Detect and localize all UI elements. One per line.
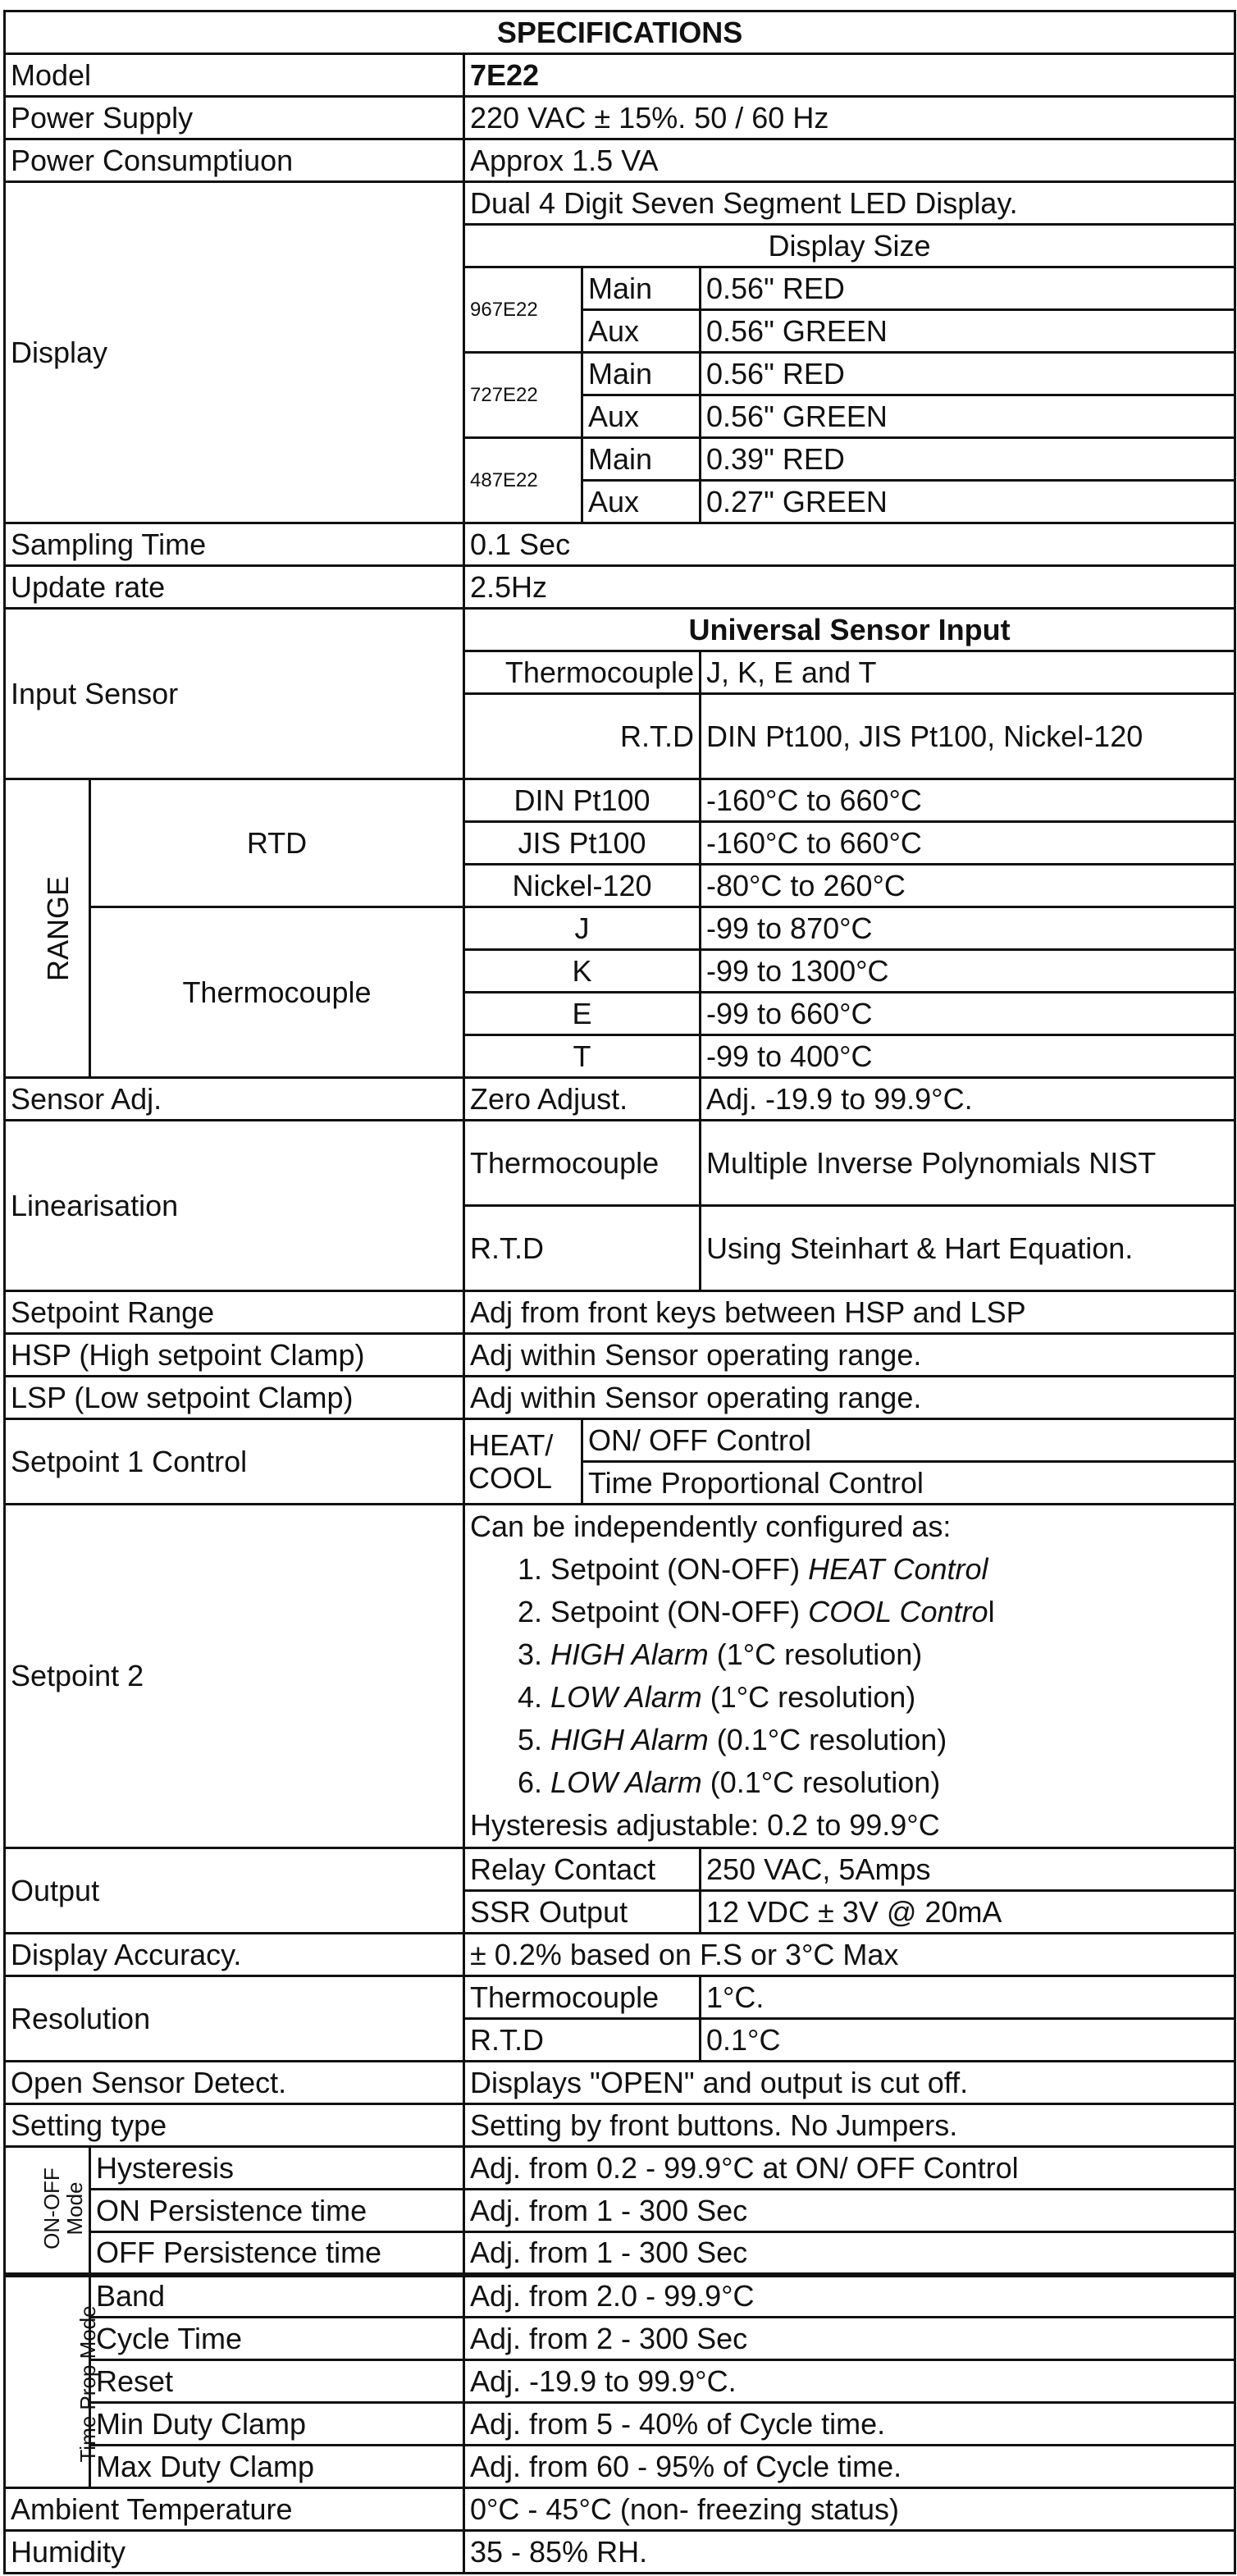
setpoint2-option: 4. LOW Alarm (1°C resolution) (518, 1680, 916, 1714)
resolution-thermocouple-label: Thermocouple (464, 1976, 701, 2019)
display-description: Dual 4 Digit Seven Segment LED Display. (464, 182, 1235, 225)
table-row (5, 54, 1235, 97)
range-rtd-label: RTD (90, 779, 464, 907)
onoff-param-label: Hysteresis (90, 2147, 464, 2190)
display-model-name: 967E22 (464, 267, 582, 353)
range-sensor: E (464, 993, 701, 1035)
range-sensor: T (464, 1035, 701, 1078)
timeprop-param-label: Cycle Time (90, 2318, 464, 2360)
output-label: Output (5, 1848, 464, 1934)
setpoint2-option: 2. Setpoint (ON-OFF) COOL Control (518, 1595, 995, 1628)
table-row (5, 1377, 1235, 1419)
power-consumption-label: Power Consumptiuon (5, 139, 464, 182)
table-row (5, 1976, 1235, 2019)
display-aux-label: Aux (582, 481, 701, 523)
sampling-time-label: Sampling Time (5, 523, 464, 566)
timeprop-param-label: Min Duty Clamp (90, 2403, 464, 2446)
table-row (5, 1848, 1235, 1891)
setpoint1-label: Setpoint 1 Control (5, 1419, 464, 1505)
range-value: -160°C to 660°C (701, 779, 1235, 822)
range-value: -99 to 660°C (701, 993, 1235, 1035)
setting-type-value: Setting by front buttons. No Jumpers. (464, 2104, 1235, 2147)
display-main-label: Main (582, 438, 701, 481)
table-row (5, 2446, 1235, 2488)
resolution-label: Resolution (5, 1976, 464, 2062)
table-row (5, 907, 1235, 950)
display-label: Display (5, 182, 464, 523)
range-value: -160°C to 660°C (701, 822, 1235, 865)
display-aux-label: Aux (582, 395, 701, 438)
input-sensor-label: Input Sensor (5, 609, 464, 779)
humidity-value: 35 - 85% RH. (464, 2531, 1235, 2574)
display-aux-value: 0.56" GREEN (701, 395, 1235, 438)
table-row (5, 1121, 1235, 1206)
table-row (5, 566, 1235, 609)
table-row (5, 2488, 1235, 2531)
range-sensor: J (464, 907, 701, 950)
input-thermocouple-label: Thermocouple (464, 651, 701, 694)
table-row (5, 1291, 1235, 1334)
timeprop-param-label: Max Duty Clamp (90, 2446, 464, 2488)
display-main-value: 0.39" RED (701, 438, 1235, 481)
range-value: -99 to 400°C (701, 1035, 1235, 1078)
display-main-label: Main (582, 353, 701, 395)
display-model-name: 727E22 (464, 353, 582, 438)
resolution-thermocouple-value: 1°C. (701, 1976, 1235, 2019)
sensor-adj-sub: Zero Adjust. (464, 1078, 701, 1121)
table-row (5, 97, 1235, 139)
input-rtd-label: R.T.D (464, 694, 701, 779)
setting-type-label: Setting type (5, 2104, 464, 2147)
input-sensor-header: Universal Sensor Input (464, 609, 1235, 651)
table-row (5, 2318, 1235, 2360)
input-rtd-value: DIN Pt100, JIS Pt100, Nickel-120 (701, 694, 1235, 779)
setpoint1-value-timeprop: Time Proportional Control (582, 1462, 1235, 1505)
timeprop-param-label: Band (90, 2275, 464, 2318)
range-sensor: DIN Pt100 (464, 779, 701, 822)
display-accuracy-value: ± 0.2% based on F.S or 3°C Max (464, 1934, 1235, 1976)
table-row (5, 182, 1235, 225)
table-row (5, 1934, 1235, 1976)
range-value: -99 to 870°C (701, 907, 1235, 950)
hsp-value: Adj within Sensor operating range. (464, 1334, 1235, 1377)
resolution-rtd-label: R.T.D (464, 2019, 701, 2062)
timeprop-param-value: Adj. from 5 - 40% of Cycle time. (464, 2403, 1235, 2446)
lsp-label: LSP (Low setpoint Clamp) (5, 1377, 464, 1419)
range-sensor: JIS Pt100 (464, 822, 701, 865)
display-aux-label: Aux (582, 310, 701, 353)
table-row (5, 1078, 1235, 1121)
linearisation-rtd-value: Using Steinhart & Hart Equation. (701, 1206, 1235, 1291)
sampling-time-value: 0.1 Sec (464, 523, 1235, 566)
display-accuracy-label: Display Accuracy. (5, 1934, 464, 1976)
title-row (5, 11, 1235, 54)
update-rate-label: Update rate (5, 566, 464, 609)
input-thermocouple-value: J, K, E and T (701, 651, 1235, 694)
timeprop-param-value: Adj. from 2.0 - 99.9°C (464, 2275, 1235, 2318)
setpoint2-option: 6. LOW Alarm (0.1°C resolution) (518, 1765, 941, 1799)
range-sensor: Nickel-120 (464, 865, 701, 907)
timeprop-param-value: Adj. -19.9 to 99.9°C. (464, 2360, 1235, 2403)
display-main-value: 0.56" RED (701, 353, 1235, 395)
output-relay-value: 250 VAC, 5Amps (701, 1848, 1235, 1891)
output-relay-label: Relay Contact (464, 1848, 701, 1891)
setpoint2-config (464, 1505, 1235, 1848)
range-value: -99 to 1300°C (701, 950, 1235, 993)
table-title: SPECIFICATIONS (5, 11, 1235, 54)
table-row (5, 2147, 1235, 2190)
table-row (5, 2232, 1235, 2275)
setpoint2-option: 5. HIGH Alarm (0.1°C resolution) (518, 1723, 947, 1756)
model-label: Model (5, 54, 464, 97)
linearisation-rtd-label: R.T.D (464, 1206, 701, 1291)
sensor-adj-label: Sensor Adj. (5, 1078, 464, 1121)
setpoint2-intro: Can be independently configured as: (470, 1510, 952, 1543)
range-label: RANGE (5, 779, 90, 1078)
specifications-table (3, 10, 1236, 2574)
table-row (5, 2360, 1235, 2403)
power-supply-value: 220 VAC ± 15%. 50 / 60 Hz (464, 97, 1235, 139)
display-size-header: Display Size (464, 225, 1235, 267)
table-row (5, 2190, 1235, 2232)
update-rate-value: 2.5Hz (464, 566, 1235, 609)
setpoint2-hysteresis: Hysteresis adjustable: 0.2 to 99.9°C (470, 1808, 940, 1842)
onoff-param-value: Adj. from 0.2 - 99.9°C at ON/ OFF Control (464, 2147, 1235, 2190)
table-row (5, 2531, 1235, 2574)
power-supply-label: Power Supply (5, 97, 464, 139)
range-thermocouple-label: Thermocouple (90, 907, 464, 1078)
ambient-value: 0°C - 45°C (non- freezing status) (464, 2488, 1235, 2531)
table-row (5, 523, 1235, 566)
ambient-label: Ambient Temperature (5, 2488, 464, 2531)
display-model-name: 487E22 (464, 438, 582, 523)
open-sensor-label: Open Sensor Detect. (5, 2062, 464, 2104)
table-row (5, 1505, 1235, 1848)
open-sensor-value: Displays "OPEN" and output is cut off. (464, 2062, 1235, 2104)
timeprop-param-label: Reset (90, 2360, 464, 2403)
output-ssr-label: SSR Output (464, 1891, 701, 1934)
setpoint1-mode-bottom: COOL (468, 1460, 553, 1495)
linearisation-thermocouple-value: Multiple Inverse Polynomials NIST (701, 1121, 1235, 1206)
table-row (5, 2062, 1235, 2104)
range-value: -80°C to 260°C (701, 865, 1235, 907)
lsp-value: Adj within Sensor operating range. (464, 1377, 1235, 1419)
table-row (5, 139, 1235, 182)
timeprop-param-value: Adj. from 60 - 95% of Cycle time. (464, 2446, 1235, 2488)
linearisation-label: Linearisation (5, 1121, 464, 1291)
display-main-value: 0.56" RED (701, 267, 1235, 310)
table-row (5, 779, 1235, 822)
display-aux-value: 0.27" GREEN (701, 481, 1235, 523)
table-row (5, 2275, 1235, 2318)
setpoint2-label: Setpoint 2 (5, 1505, 464, 1848)
setpoint-range-value: Adj from front keys between HSP and LSP (464, 1291, 1235, 1334)
setpoint1-mode (464, 1419, 582, 1505)
table-row (5, 2104, 1235, 2147)
setpoint1-mode-top: HEAT/ (468, 1427, 554, 1462)
setpoint2-option: 3. HIGH Alarm (1°C resolution) (518, 1637, 923, 1671)
setpoint2-option: 1. Setpoint (ON-OFF) HEAT Control (518, 1552, 988, 1586)
model-value: 7E22 (464, 54, 1235, 97)
timeprop-mode-label: Time Prop Mode (5, 2275, 90, 2488)
onoff-param-value: Adj. from 1 - 300 Sec (464, 2232, 1235, 2275)
display-aux-value: 0.56" GREEN (701, 310, 1235, 353)
setpoint1-value-onoff: ON/ OFF Control (582, 1419, 1235, 1462)
onoff-param-value: Adj. from 1 - 300 Sec (464, 2190, 1235, 2232)
sensor-adj-value: Adj. -19.9 to 99.9°C. (701, 1078, 1235, 1121)
resolution-rtd-value: 0.1°C (701, 2019, 1235, 2062)
table-row (5, 609, 1235, 651)
table-row (5, 1334, 1235, 1377)
humidity-label: Humidity (5, 2531, 464, 2574)
hsp-label: HSP (High setpoint Clamp) (5, 1334, 464, 1377)
onoff-mode-label: ON-OFF Mode (5, 2147, 90, 2275)
timeprop-param-value: Adj. from 2 - 300 Sec (464, 2318, 1235, 2360)
linearisation-thermocouple-label: Thermocouple (464, 1121, 701, 1206)
table-row (5, 2403, 1235, 2446)
display-main-label: Main (582, 267, 701, 310)
range-sensor: K (464, 950, 701, 993)
onoff-param-label: ON Persistence time (90, 2190, 464, 2232)
setpoint-range-label: Setpoint Range (5, 1291, 464, 1334)
power-consumption-value: Approx 1.5 VA (464, 139, 1235, 182)
table-row (5, 1419, 1235, 1462)
onoff-param-label: OFF Persistence time (90, 2232, 464, 2275)
output-ssr-value: 12 VDC ± 3V @ 20mA (701, 1891, 1235, 1934)
